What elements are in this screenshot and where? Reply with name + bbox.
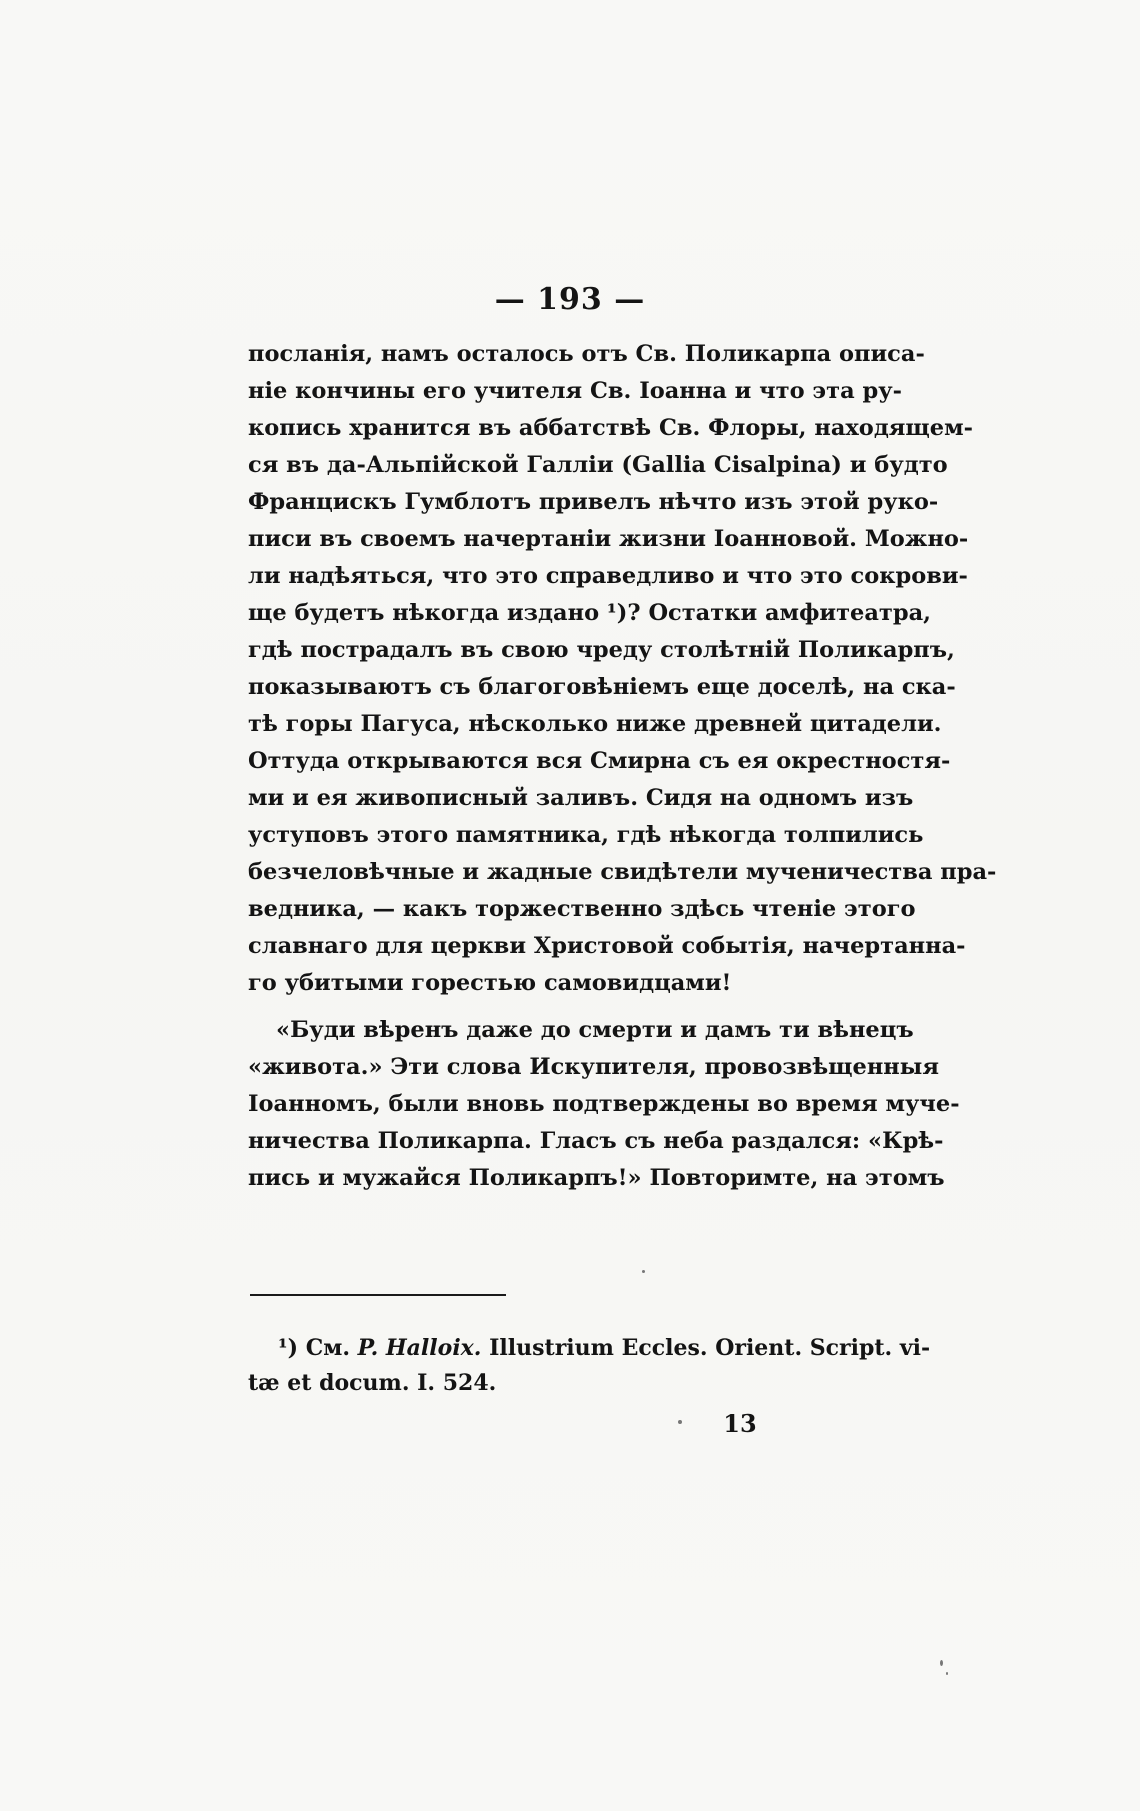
text-line: ся въ да-Альпійской Галліи (Gallia Cisalpina) и будто <box>248 452 948 478</box>
footnote-line: tæ et docum. I. 524. <box>248 1370 497 1396</box>
text-line: уступовъ этого памятника, гдѣ нѣкогда толпились <box>248 822 924 848</box>
text-line: ніе кончины его учителя Св. Іоанна и что эта ру- <box>248 378 902 404</box>
text-line: писи въ своемъ начертаніи жизни Іоанновой. Можно- <box>248 526 969 552</box>
text-line: гдѣ пострадалъ въ свою чреду столѣтній Поликарпъ, <box>248 637 955 663</box>
footnote-divider <box>250 1294 506 1296</box>
text-line: славнаго для церкви Христовой событія, начертанна- <box>248 933 966 959</box>
text-line: ведника, — какъ торжественно здѣсь чтеніе этого <box>248 896 916 922</box>
footnote-line <box>278 1333 931 1363</box>
text-line: пись и мужайся Поликарпъ!» Повторимте, на этомъ <box>248 1165 945 1191</box>
scan-speck <box>946 1672 948 1675</box>
text-line: «живота.» Эти слова Искупителя, провозвѣщенныя <box>248 1054 939 1080</box>
text-line: «Буди вѣренъ даже до смерти и дамъ ти вѣнецъ <box>276 1017 914 1043</box>
footnote-author: P. Halloix. <box>357 1335 482 1361</box>
signature-mark: 13 <box>723 1409 757 1438</box>
text-line: ми и ея живописный заливъ. Сидя на одномъ изъ <box>248 785 914 811</box>
text-line: ли надѣяться, что это справедливо и что это сокрови- <box>248 563 968 589</box>
footnote-prefix: См. <box>305 1335 350 1361</box>
text-line: показываютъ съ благоговѣніемъ еще доселѣ, на ска- <box>248 674 956 700</box>
text-line: ничества Поликарпа. Гласъ съ неба раздался: «Крѣ- <box>248 1128 944 1154</box>
footnote-title: Illustrium Eccles. Orient. Script. vi- <box>489 1335 931 1361</box>
footnote-marker: ¹) <box>278 1335 299 1361</box>
scan-speck <box>678 1420 682 1424</box>
scan-speck <box>642 1270 645 1273</box>
scan-speck <box>940 1660 943 1666</box>
text-line: копись хранится въ аббатствѣ Св. Флоры, находящем- <box>248 415 973 441</box>
text-line: Францискъ Гумблотъ привелъ нѣчто изъ этой руко- <box>248 489 939 515</box>
text-line: Іоанномъ, были вновь подтверждены во время муче- <box>248 1091 960 1117</box>
text-line: посланія, намъ осталось отъ Св. Поликарпа описа- <box>248 341 925 367</box>
text-line: ще будетъ нѣкогда издано ¹)? Остатки амфитеатра, <box>248 600 931 626</box>
text-line: Оттуда открываются вся Смирна съ ея окрестностя- <box>248 748 951 774</box>
text-line: тѣ горы Пагуса, нѣсколько ниже древней цитадели. <box>248 711 942 737</box>
page-number: — 193 — <box>494 282 646 317</box>
text-line: го убитыми горестью самовидцами! <box>248 970 732 996</box>
text-line: безчеловѣчные и жадные свидѣтели мученичества пра- <box>248 859 997 885</box>
